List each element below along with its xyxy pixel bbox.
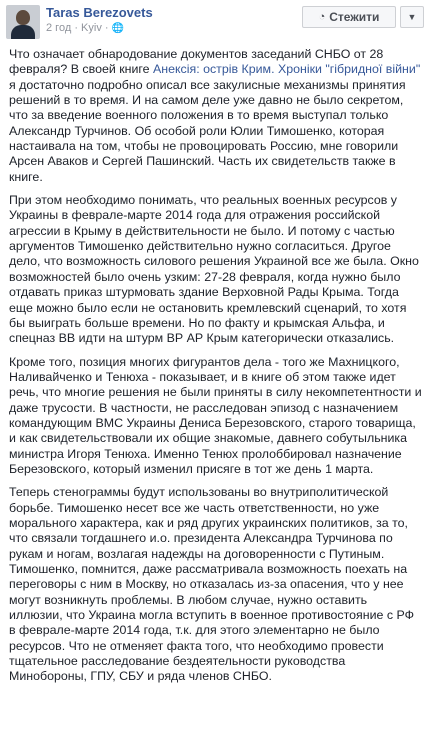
meta-separator: · — [74, 22, 82, 34]
post-header — [0, 0, 430, 44]
follow-label: Стежити — [329, 10, 380, 24]
paragraph-text: я достаточно подробно описал все закулисные механизмы принятия решений в то время. И на самом деле уже давно не было секретом, что за введение военного положения в то время выступал только Александр Турчинов. Об особой роли Юлии Тимошенко, которая настаивала на том, чтобы не провоцировать Россию, мне говорили Арсен Аваков и Сергей Пашинский. Часть их свидетельств также в книге. — [9, 77, 406, 184]
meta-separator: · — [104, 22, 112, 34]
avatar[interactable] — [6, 5, 40, 39]
paragraph-text: Что означает обнародование документов заседаний СНБО от 28 февраля? В своей книге — [9, 47, 384, 77]
author-name[interactable]: Taras Berezovets — [46, 5, 153, 20]
post-time[interactable]: 2 год — [46, 22, 72, 34]
post-paragraph-4: Теперь стенограммы будут использованы во внутриполитической борьбе. Тимошенко несет все же часть ответственности, но уже морального характера, как и ряд других украинских политиков, за то, что связали тогдашнего и.о. президента Александра Турчинова по рукам и ногам, возлагая надежды на договоренности с Путиным. Тимошенко, помнится, даже рассматривала возможность поехать на переговоры с ним в Москву, но отказалась из-за опасения, что у нее могут возникнуть проблемы. В любом случае, нужно оставить иллюзии, что Украина могла вступить в военное противостояние с РФ в феврале-марте 2014 года, т.к. для этого элементарно не было ресурсов. Что не отменяет факта того, что необходимо провести тщательное расследование бездеятельности руководства Минобороны, ГПУ, СБУ и ряда членов СНБО. — [9, 485, 415, 684]
post-paragraph-3: Кроме того, позиция многих фигурантов дела - того же Махницкого, Наливайченко и Тенюха - показывает, и в книге об этом также идет речь, что многие решения не были приняты в силу некомпетентности и даже трусости. В частности, не расследован эпизод с назначением командующим ВМС Украины Дениса Березовского, старого товарища, и как свидетельствовали их общие знакомые, давнего собутыльника министра Игоря Тенюха. Именно Тенюх пролоббировал назначение Березовского, который изменил присяге в тот же день 1 марта. — [9, 354, 422, 476]
rss-icon: ◔ — [318, 11, 326, 23]
post-meta — [46, 22, 124, 34]
globe-icon: 🌐 — [111, 23, 125, 34]
post-options-button[interactable] — [400, 6, 424, 28]
follow-button[interactable] — [302, 6, 396, 28]
post-body — [9, 47, 423, 693]
post-paragraph-1 — [9, 47, 423, 185]
post-paragraph-2: При этом необходимо понимать, что реальных военных ресурсов у Украины в феврале-марте 2014 года для отражения российской агрессии в Крыму в действительности не было. И потому с частью аргументов Тимошенко действительно нужно согласиться. Другое дело, что возможность силового решения Украиной все же была. Окно возможностей было очень узким: 27-28 февраля, когда нужно было отдавать приказ штурмовать здание Верховной Рады Крыма. Тогда еще можно было если не остановить кремлевский сценарий, то хотя бы выиграть больше времени. Но по факту и крымская Альфа, и спецназ ВВ идти на штурм ВР АР Крым категорически отказались. — [9, 193, 419, 346]
chevron-down-icon: ▼ — [407, 12, 417, 22]
book-link[interactable]: Анексія: острів Крим. Хроніки "гібридної війни" — [152, 62, 421, 77]
post-location[interactable]: Kyiv — [81, 22, 102, 34]
